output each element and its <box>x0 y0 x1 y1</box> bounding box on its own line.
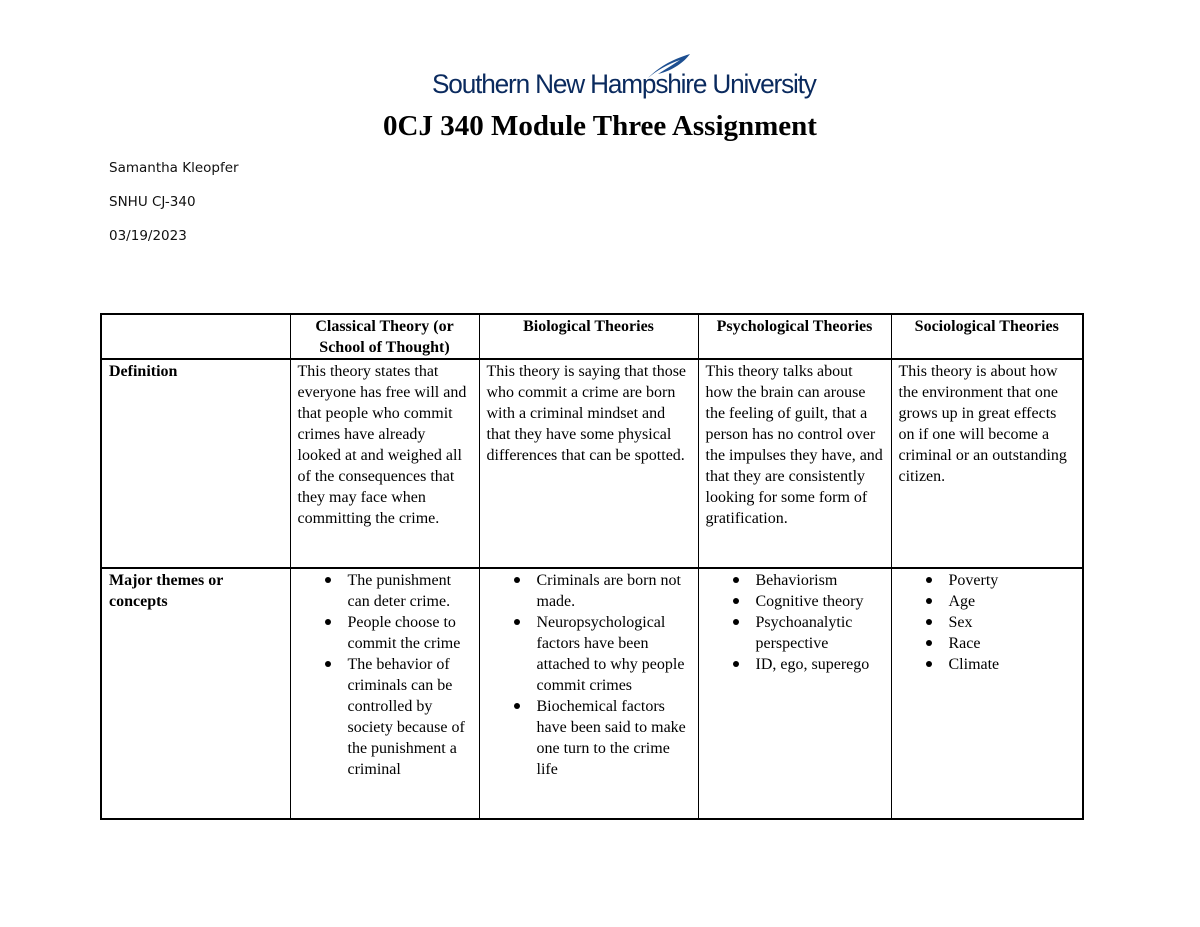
definition-classical: This theory states that everyone has free will and that people who commit crimes have already looked at and weighed all of the consequences that they may face when committing the crime. <box>290 359 479 568</box>
document-date: 03/19/2023 <box>109 228 187 244</box>
header-sociological: Sociological Theories <box>891 314 1083 359</box>
list-item: Poverty <box>949 570 1076 591</box>
list-item: Race <box>949 633 1076 654</box>
theories-table <box>100 313 1084 820</box>
list-item: The behavior of criminals can be controlled by society because of the punishment a criminal <box>348 654 472 780</box>
list-item: People choose to commit the crime <box>348 612 472 654</box>
list-item: Behaviorism <box>756 570 884 591</box>
university-logo <box>432 52 816 104</box>
table-row-definition <box>101 359 1083 568</box>
list-item: Age <box>949 591 1076 612</box>
table-row-themes <box>101 568 1083 819</box>
definition-psychological: This theory talks about how the brain can arouse the feeling of guilt, that a person has no control over the impulses they have, and that they are consistently looking for some form of gratification. <box>698 359 891 568</box>
themes-sociological-list <box>899 570 1076 675</box>
list-item: ID, ego, superego <box>756 654 884 675</box>
row-label-definition: Definition <box>101 359 290 568</box>
themes-biological-list <box>487 570 691 780</box>
definition-biological: This theory is saying that those who commit a crime are born with a criminal mindset and that they have some physical differences that can be spotted. <box>479 359 698 568</box>
themes-classical-cell <box>290 568 479 819</box>
list-item: The punishment can deter crime. <box>348 570 472 612</box>
document-title: 0CJ 340 Module Three Assignment <box>383 110 817 142</box>
header-biological: Biological Theories <box>479 314 698 359</box>
list-item: Criminals are born not made. <box>537 570 691 612</box>
list-item: Sex <box>949 612 1076 633</box>
themes-psychological-list <box>706 570 884 675</box>
list-item: Neuropsychological factors have been attached to why people commit crimes <box>537 612 691 696</box>
university-name: Southern New Hampshire University <box>432 69 816 99</box>
themes-psychological-cell <box>698 568 891 819</box>
themes-biological-cell <box>479 568 698 819</box>
list-item: Biochemical factors have been said to make one turn to the crime life <box>537 696 691 780</box>
author-name: Samantha Kleopfer <box>109 160 239 176</box>
table-header-row <box>101 314 1083 359</box>
list-item: Climate <box>949 654 1076 675</box>
list-item: Psychoanalytic perspective <box>756 612 884 654</box>
course-code: SNHU CJ-340 <box>109 194 196 210</box>
header-classical: Classical Theory (or School of Thought) <box>290 314 479 359</box>
themes-sociological-cell <box>891 568 1083 819</box>
definition-sociological: This theory is about how the environment that one grows up in great effects on if one will become a criminal or an outstanding citizen. <box>891 359 1083 568</box>
themes-classical-list <box>298 570 472 780</box>
list-item: Cognitive theory <box>756 591 884 612</box>
row-label-themes: Major themes or concepts <box>101 568 290 819</box>
header-empty-cell <box>101 314 290 359</box>
header-psychological: Psychological Theories <box>698 314 891 359</box>
